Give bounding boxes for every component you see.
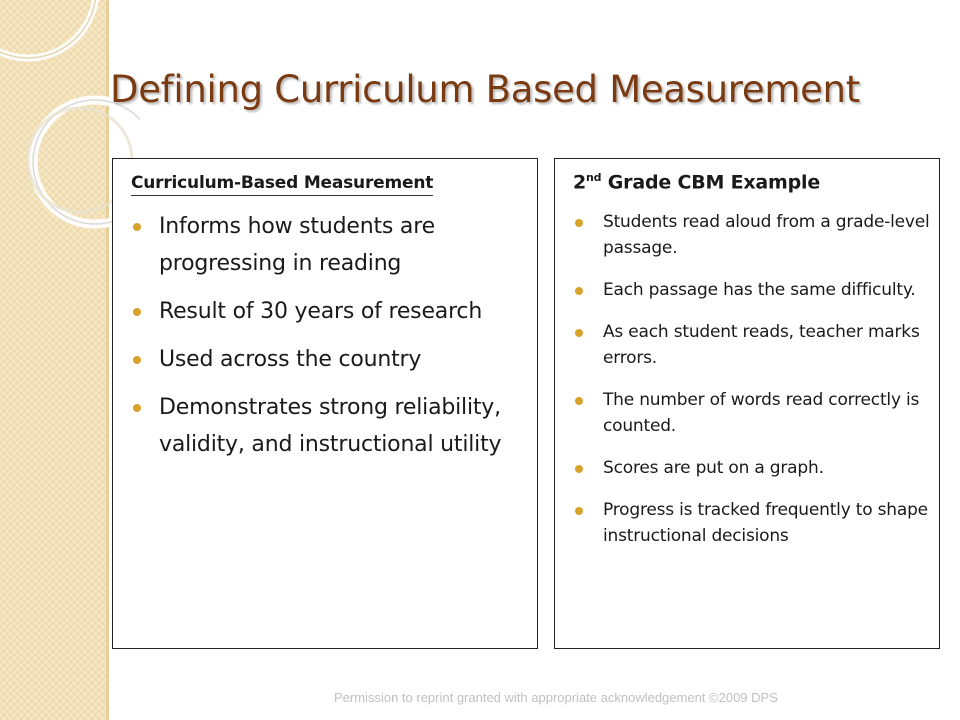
bullet-icon: [133, 223, 141, 231]
list-item: [575, 319, 943, 371]
heading-title-text: Grade CBM Example: [601, 171, 821, 194]
bullet-icon: [575, 329, 583, 337]
heading-ordinal-suffix: nd: [586, 171, 602, 184]
bullet-icon: [575, 507, 583, 515]
list-item: [575, 387, 943, 439]
bullet-text: Result of 30 years of research: [159, 299, 483, 324]
permission-footer: Permission to reprint granted with appropriate acknowledgement ©2009 DPS: [334, 690, 778, 705]
right-bullet-list: [575, 209, 939, 549]
bullet-icon: [575, 397, 583, 405]
list-item: [133, 208, 529, 282]
bullet-icon: [575, 219, 583, 227]
bullet-text: As each student reads, teacher marks errors.: [603, 322, 920, 369]
left-content-box: [112, 158, 538, 649]
bullet-text: Informs how students are progressing in reading: [159, 214, 435, 276]
slide-title: Defining Curriculum Based Measurement: [110, 68, 860, 111]
bullet-icon: [133, 404, 141, 412]
bullet-text: Used across the country: [159, 347, 422, 372]
bullet-icon: [575, 465, 583, 473]
list-item: [133, 389, 529, 463]
right-content-box: [554, 158, 940, 649]
list-item: [133, 293, 529, 330]
bullet-text: The number of words read correctly is counted.: [603, 390, 920, 437]
bullet-text: Students read aloud from a grade-level passage.: [603, 212, 930, 259]
left-bullet-list: [133, 208, 537, 463]
left-box-heading: Curriculum-Based Measurement: [131, 173, 433, 196]
list-item: [575, 497, 943, 549]
list-item: [575, 277, 943, 303]
bullet-text: Each passage has the same difficulty.: [603, 280, 916, 301]
list-item: [575, 455, 943, 481]
bullet-icon: [133, 356, 141, 364]
list-item: [133, 341, 529, 378]
list-item: [575, 209, 943, 261]
bullet-text: Progress is tracked frequently to shape instructional decisions: [603, 500, 928, 547]
heading-grade-number: 2: [573, 171, 587, 194]
bullet-text: Scores are put on a graph.: [603, 458, 824, 479]
bullet-icon: [575, 287, 583, 295]
bullet-text: Demonstrates strong reliability, validity, and instructional utility: [159, 395, 502, 457]
bullet-icon: [133, 308, 141, 316]
right-box-heading: [573, 171, 939, 193]
